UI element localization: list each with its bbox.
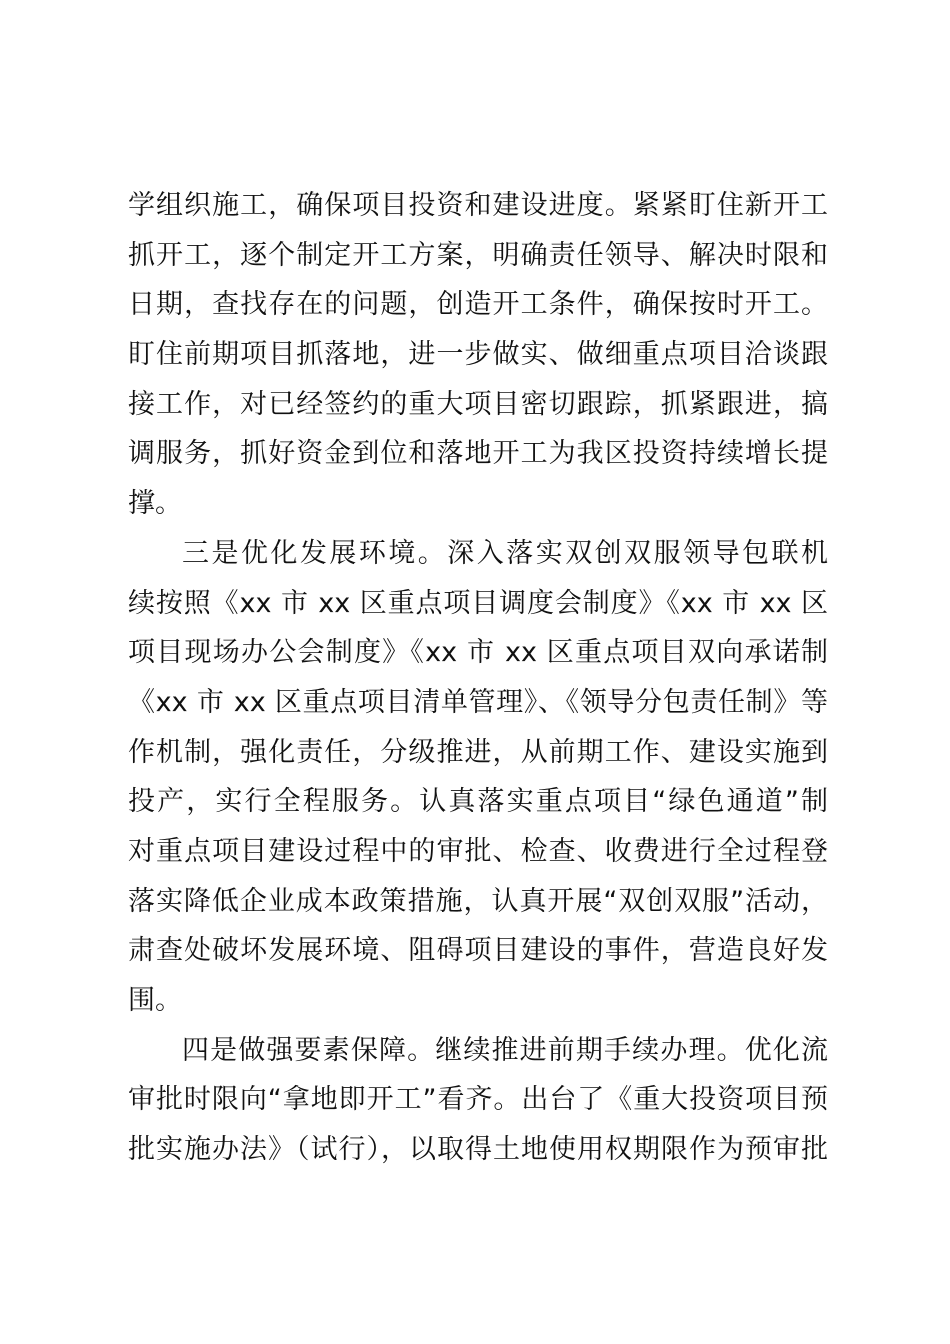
paragraph-line: 投产，实行全程服务。认真落实重点项目“绿色通道”制 [128,786,828,818]
paragraph-line: 日期，查找存在的问题，创造开工条件，确保按时开工。 [128,289,828,321]
document-body [128,181,828,1175]
paragraph-line: 对重点项目建设过程中的审批、检查、收费进行全过程登 [128,835,828,867]
paragraph-line: 作机制，强化责任，分级推进，从前期工作、建设实施到 [128,736,828,768]
paragraph-line: 学组织施工，确保项目投资和建设进度。紧紧盯住新开工 [128,190,828,221]
paragraph-line: 批实施办法》（试行），以取得土地使用权期限作为预审批 [128,1134,828,1166]
paragraph-line: 撑。 [128,488,182,520]
paragraph-line: 抓开工，逐个制定开工方案，明确责任领导、解决时限和 [128,239,828,271]
paragraph-line: 《xx 市 xx 区重点项目清单管理》、《领导分包责任制》等 [128,686,828,718]
paragraph-line: 四是做强要素保障。继续推进前期手续办理。优化流 [182,1034,828,1066]
paragraph-line: 续按照《xx 市 xx 区重点项目调度会制度》《xx 市 xx 区 [128,587,828,619]
paragraph-line: 落实降低企业成本政策措施，认真开展“双创双服”活动， [128,885,828,917]
paragraph-line: 三是优化发展环境。深入落实双创双服领导包联机 [182,537,828,569]
paragraph-line: 盯住前期项目抓落地，进一步做实、做细重点项目洽谈跟 [128,339,828,371]
paragraph-line: 肃查处破坏发展环境、阻碍项目建设的事件，营造良好发 [128,935,828,967]
paragraph-line: 审批时限向“拿地即开工”看齐。出台了《重大投资项目预 [128,1084,828,1116]
paragraph-line: 项目现场办公会制度》《xx 市 xx 区重点项目双向承诺制 [128,637,828,669]
paragraph-line: 接工作，对已经签约的重大项目密切跟踪，抓紧跟进，搞 [128,388,828,420]
paragraph-line: 调服务，抓好资金到位和落地开工为我区投资持续增长提 [128,438,828,470]
paragraph-line: 围。 [128,985,182,1016]
